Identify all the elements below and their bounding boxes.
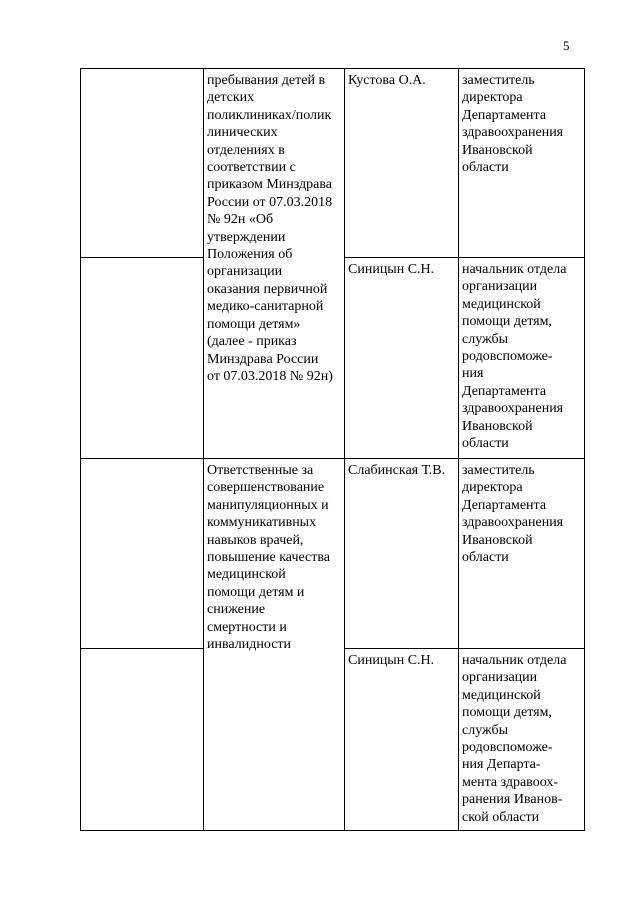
- activity-cell: пребывания детей в детских поликлиниках/полик линических отделениях в соответствии с приказом Минздрава России от 07.03.2018 № 92н «Об утверждении Положения об организации оказания первичной медико-санитарной помощи детям» (далее - приказ Минздрава России от 07.03.2018 № 92н): [204, 69, 345, 459]
- empty-cell: [81, 649, 204, 831]
- responsibility-table: [80, 68, 585, 831]
- empty-cell: [81, 258, 204, 459]
- responsible-position: начальник отдела организации медицинской помощи детям, службы родовспоможе- ния Департамента здравоохранения Ивановской области: [459, 258, 585, 459]
- table-row: [81, 69, 585, 258]
- table-row: [81, 459, 585, 649]
- empty-cell: [81, 69, 204, 258]
- responsible-name: Слабинская Т.В.: [345, 459, 459, 649]
- page-number: 5: [563, 38, 570, 53]
- responsible-name: Синицын С.Н.: [345, 649, 459, 831]
- empty-cell: [81, 459, 204, 649]
- responsible-name: Синицын С.Н.: [345, 258, 459, 459]
- responsible-name: Кустова О.А.: [345, 69, 459, 258]
- responsible-position: начальник отдела организации медицинской помощи детям, службы родовспоможе- ния Департа- мента здравоох- ранения Иванов- ской области: [459, 649, 585, 831]
- responsible-position: заместитель директора Департамента здравоохранения Ивановской области: [459, 459, 585, 649]
- responsible-position: заместитель директора Департамента здравоохранения Ивановской области: [459, 69, 585, 258]
- activity-cell: Ответственные за совершенствование манипуляционных и коммуникативных навыков врачей, повышение качества медицинской помощи детям и снижение смертности и инвалидности: [204, 459, 345, 831]
